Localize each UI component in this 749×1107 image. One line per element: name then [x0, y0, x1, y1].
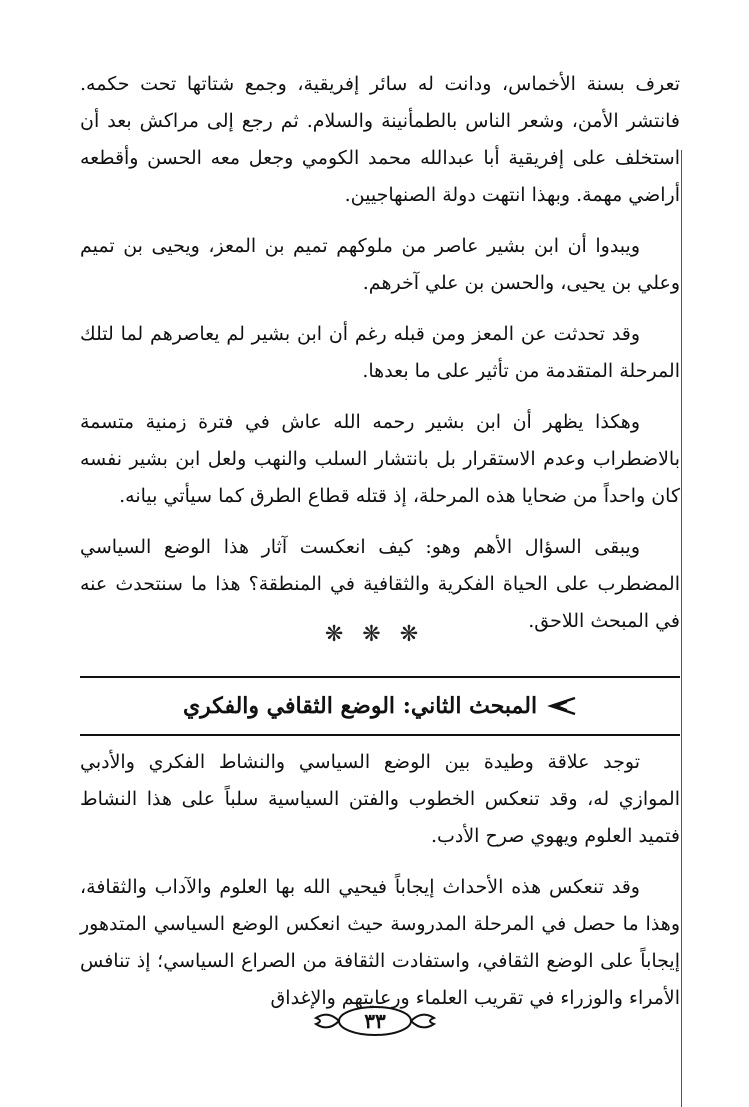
heading-top-rule — [80, 676, 680, 678]
section-heading — [80, 684, 680, 728]
section-separator-stars: ❋ ❋ ❋ — [324, 622, 425, 647]
page-number: ٣٣ — [364, 1009, 386, 1033]
paragraph: وقد تحدثت عن المعز ومن قبله رغم أن ابن بشير لم يعاصرهم لما لتلك المرحلة المتقدمة من تأثير على ما بعدها. — [80, 323, 680, 382]
paragraph: ويبدوا أن ابن بشير عاصر من ملوكهم تميم بن المعز، ويحيى بن تميم وعلي بن يحيى، والحسن بن علي آخرهم. — [80, 235, 680, 294]
paragraph: توجد علاقة وطيدة بين الوضع السياسي والنشاط الفكري والأدبي الموازي له، وقد تنعكس الخطوب والفتن السياسية سلباً على هذا النشاط فتميد العلوم ويهوي صرح الأدب. — [80, 751, 680, 847]
paragraph: وقد تنعكس هذه الأحداث إيجاباً فيحيي الله بها العلوم والآداب والثقافة، وهذا ما حصل في المرحلة المدروسة حيث انعكس الوضع السياسي المتدهور إيجاباً على الوضع الثقافي، واستفادت الثقافة من الصراع السياسي؛ إذ تنافس الأمراء والوزراء في تقريب العلماء ورعايتهم والإغداق — [80, 876, 680, 1009]
section-heading-text: المبحث الثاني: الوضع الثقافي والفكري — [182, 693, 538, 719]
body-text-bottom — [80, 744, 680, 1031]
heading-bottom-rule — [80, 734, 680, 736]
chevron-left-icon — [547, 696, 577, 716]
body-text-top — [80, 66, 680, 654]
paragraph: وهكذا يظهر أن ابن بشير رحمه الله عاش في فترة زمنية متسمة بالاضطراب وعدم الاستقرار بل بانتشار السلب والنهب ولعل ابن بشير نفسه كان واحداً من ضحايا هذه المرحلة، إذ قتله قطاع الطرق كما سيأتي بيانه. — [80, 411, 680, 507]
page-number-ornament — [310, 1004, 440, 1038]
paragraph: ويبقى السؤال الأهم وهو: كيف انعكست آثار هذا الوضع السياسي المضطرب على الحياة الفكرية والثقافية في المنطقة؟ هذا ما سنتحدث عنه في المبحث اللاحق. — [80, 536, 680, 632]
paragraph: تعرف بسنة الأخماس، ودانت له سائر إفريقية، وجمع شتاتها تحت حكمه. فانتشر الأمن، وشعر الناس بالطمأنينة والسلام. ثم رجع إلى مراكش بعد أن استخلف على إفريقية أبا عبدالله محمد الكومي وجعل معه الحسن وأقطعه أراضي مهمة. وبهذا انتهت دولة الصنهاجيين. — [80, 73, 680, 206]
